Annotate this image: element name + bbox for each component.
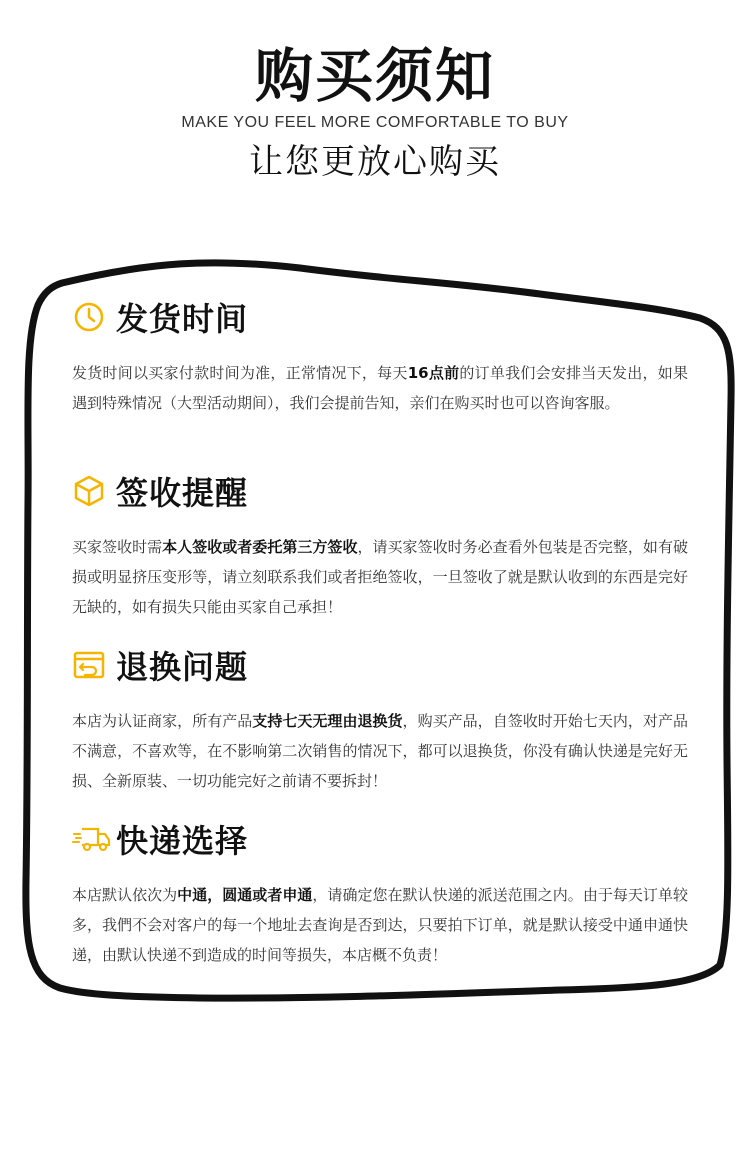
- subtitle-chinese: 让您更放心购买: [249, 142, 501, 182]
- section-receipt-reminder: [72, 466, 688, 622]
- section-text: 本店默认依次为中通，圆通或者申通，请确定您在默认快递的派送范围之内。由于每天订单较多，我們不会对客户的每一个地址去查询是否到达，只要拍下订单，就是默认接受中通申通快递，由默认快递不到造成的时间等损失，本店概不负责！: [72, 886, 688, 964]
- section-return-exchange: [72, 640, 688, 796]
- section-courier-choice: [72, 814, 688, 970]
- truck-icon: [72, 822, 112, 856]
- subtitle-english: MAKE YOU FEEL MORE COMFORTABLE TO BUY: [181, 114, 569, 131]
- section-title: 快递选择: [116, 822, 249, 860]
- section-title: 发货时间: [116, 300, 249, 338]
- page-title: 购买须知: [254, 42, 495, 110]
- section-text: 发货时间以买家付款时间为准，正常情况下，每天16点前的订单我们会安排当天发出，如果遇到特殊情况（大型活动期间），我们会提前告知，亲们在购买时也可以咨询客服。: [72, 364, 688, 412]
- section-text: 本店为认证商家，所有产品支持七天无理由退换货，购买产品，自签收时开始七天内，对产品不满意，不喜欢等，在不影响第二次销售的情况下，都可以退换货，你没有确认快递是完好无损、全新原装、一切功能完好之前请不要拆封！: [72, 712, 688, 790]
- return-icon: [72, 648, 106, 682]
- section-text: 买家签收时需本人签收或者委托第三方签收，请买家签收时务必查看外包装是否完整，如有破损或明显挤压变形等，请立刻联系我们或者拒绝签收，一旦签收了就是默认收到的东西是完好无缺的，如有损失只能由买家自己承担！: [72, 538, 688, 616]
- section-title: 退换问题: [116, 648, 249, 686]
- section-shipping-time: [72, 292, 688, 418]
- section-title: 签收提醒: [116, 474, 249, 512]
- clock-icon: [72, 300, 106, 334]
- box-icon: [72, 474, 106, 508]
